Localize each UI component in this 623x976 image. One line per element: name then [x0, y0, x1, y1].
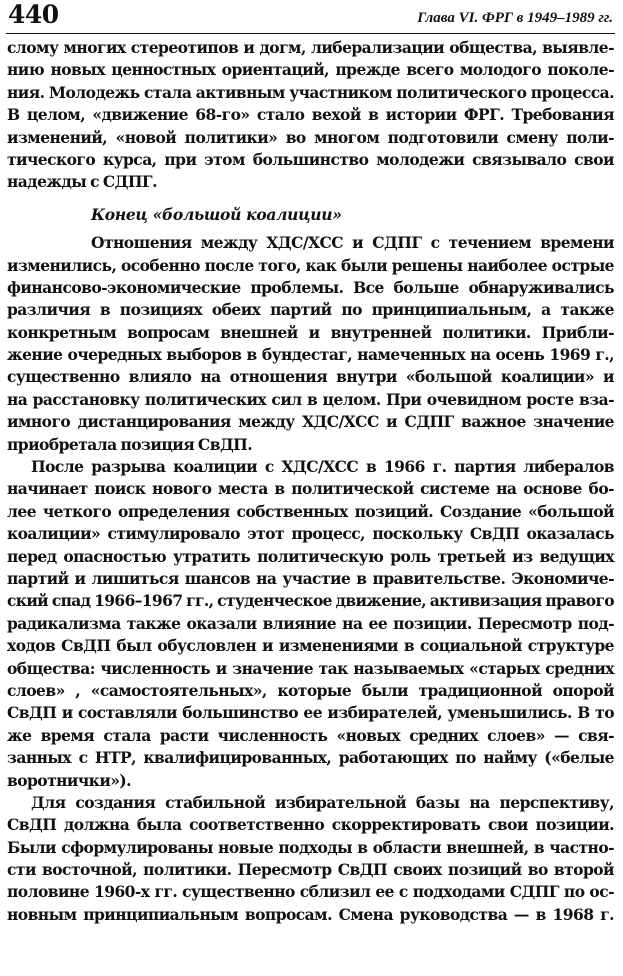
text-line: новным принципиальным вопросам. Смена руководства — в 1968 г.	[7, 904, 614, 924]
text-line: приобретала позиция СвДП.	[7, 434, 253, 454]
text-line: конкретным вопросам внешней и внутренней политики. Прибли-	[7, 322, 614, 342]
text-line: же время стала расти численность «новых средних слоев» — свя-	[7, 725, 614, 745]
text-line: радикализма также оказали влияние на ее позиции. Пересмотр под-	[7, 613, 614, 633]
text-line: существенно влияло на отношения внутри «большой коалиции» и	[7, 367, 614, 387]
text-line: изменений, «новой политики» во многом подготовили смену поли-	[7, 127, 614, 147]
text-line: занных с НТР, квалифицированных, работающих по найму («белые	[7, 748, 614, 768]
text-line: Были сформулированы новые подходы в области внешней, в частно-	[7, 837, 614, 857]
text-line: В целом, «движение 68-го» стало вехой в истории ФРГ. Требования	[7, 105, 614, 125]
page-number: 440	[8, 0, 59, 29]
text-line: начинает поиск нового места в политической системе на основе бо-	[7, 479, 614, 499]
text-line: слому многих стереотипов и догм, либерализации общества, выявле-	[7, 38, 614, 57]
text-line: коалиции» стимулировало этот процесс, поскольку СвДП оказалась	[7, 524, 614, 544]
text-line: общества: численность и значение так называемых «старых средних	[7, 658, 614, 678]
text-line: тического курса, при этом большинство молодежи связывало свои	[7, 149, 614, 169]
running-head: Глава VI. ФРГ в 1949–1989 гг.	[417, 10, 613, 26]
text-line: СвДП должна была соответственно скорректировать свои позиции.	[7, 815, 614, 835]
paragraph-2	[7, 232, 614, 456]
text-line: Отношения между ХДС/ХСС и СДПГ с течением времени	[91, 233, 614, 253]
text-line: партий и лишиться шансов на участие в правительстве. Экономиче-	[7, 568, 614, 588]
text-line: на расстановку политических сил в целом. При очевидном росте вза-	[7, 389, 614, 409]
text-line: перед опасностью утратить политическую роль третьей из ведущих	[7, 546, 614, 566]
paragraph-1	[7, 37, 614, 194]
text-line: лее четкого определения собственных позиций. Создание «большой	[7, 501, 614, 521]
page-header	[6, 0, 615, 34]
text-line: надежды с СДПГ.	[7, 172, 157, 192]
text-line: изменились, особенно после того, как были решены наиболее острые	[7, 255, 614, 275]
text-line: ский спад 1966–1967 гг., студенческое движение, активизация правого	[7, 591, 614, 611]
text-line: Для создания стабильной избирательной базы на перспективу,	[31, 792, 614, 812]
text-line: сти восточной, политики. Пересмотр СвДП своих позиций во второй	[7, 860, 614, 880]
text-line: половине 1960-х гг. существенно сблизил ее с подходами СДПГ по ос-	[7, 882, 614, 902]
text-line: воротнички»).	[7, 770, 132, 790]
text-line: жение очередных выборов в бундестаг, намеченных на осень 1969 г.,	[7, 345, 614, 365]
section-heading: Конец «большой коалиции»	[91, 204, 342, 224]
text-line: ния. Молодежь стала активным участником политического процесса.	[7, 82, 614, 102]
body-text	[7, 37, 614, 926]
text-line: слоев» , «самостоятельных», которые были традиционной опорой	[7, 680, 614, 700]
text-line: различия в позициях обеих партий по принципиальным, а также	[7, 300, 614, 320]
text-line: имного дистанцирования между ХДС/ХСС и СДПГ важное значение	[7, 412, 614, 432]
text-line: финансово-экономические проблемы. Все больше обнаруживались	[7, 277, 614, 297]
text-line: После разрыва коалиции с ХДС/ХСС в 1966 г. партия либералов	[31, 457, 614, 477]
text-line: СвДП и составляли большинство ее избирателей, уменьшились. В то	[7, 703, 614, 723]
text-line: нию новых ценностных ориентаций, прежде всего молодого поколе-	[7, 60, 614, 80]
text-line: ходов СвДП был обусловлен и изменениями в социальной структуре	[7, 636, 614, 656]
paragraph-4	[7, 792, 614, 926]
paragraph-3	[7, 456, 614, 792]
